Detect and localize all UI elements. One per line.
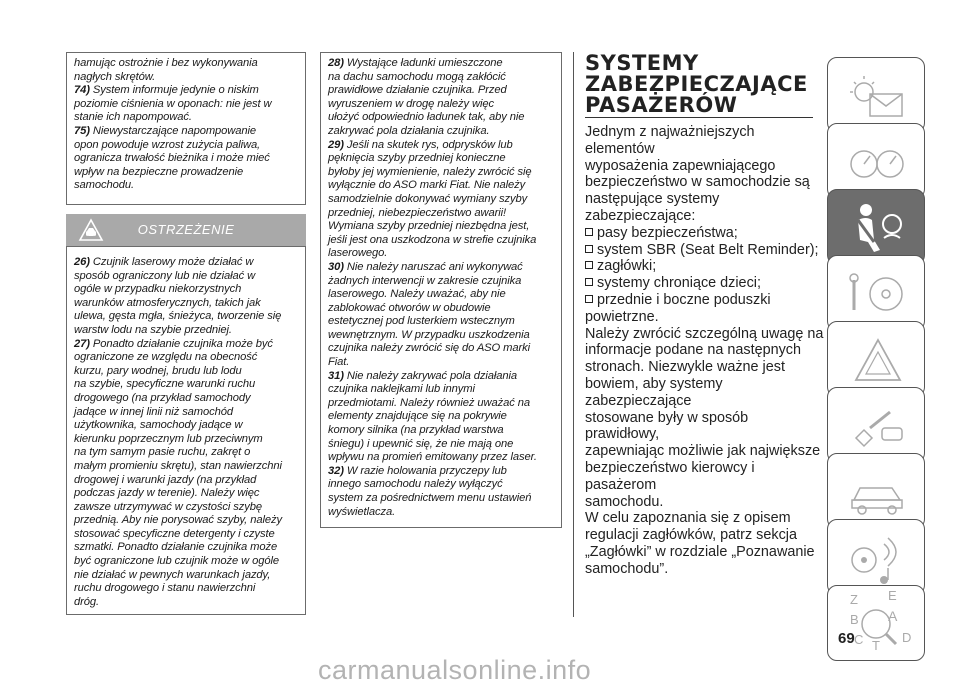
text-line: stronach. Niezwykle ważne jest bbox=[585, 359, 785, 376]
warning-line: warunków atmosferycznych, takich jak bbox=[74, 296, 261, 309]
text-line: bezpieczeństwo w samochodzie są bbox=[585, 174, 810, 191]
warning-text bbox=[74, 256, 302, 609]
page-number: 69 bbox=[838, 630, 855, 647]
warning-line: drogowego (na przykład samochody bbox=[74, 391, 251, 404]
warning-line: ruchu drogowego i stanu nawierzchni bbox=[74, 582, 256, 595]
index-letter: C bbox=[854, 632, 864, 647]
note-line: wyświetlacza. bbox=[328, 505, 396, 518]
square-bullet-icon bbox=[585, 261, 593, 269]
warning-line: stosować specyficzne detergenty i czyste bbox=[74, 527, 275, 540]
bullet-item: przednie i boczne poduszki bbox=[585, 292, 825, 309]
note-line: wyruszeniem w drogę należy więc bbox=[328, 97, 495, 110]
note-line: estetycznej pod lusterkiem wstecznym bbox=[328, 315, 515, 328]
text-line: powietrzne. bbox=[585, 308, 659, 325]
warning-line: przednią. Aby nie porysować szyby, należy bbox=[74, 514, 282, 527]
warning-line: drogowej i warunki jazdy (na przykład bbox=[74, 473, 257, 486]
warning-title: OSTRZEŻENIE bbox=[137, 222, 235, 237]
tab-sun-envelope[interactable] bbox=[827, 57, 925, 133]
index-letter: A bbox=[888, 608, 898, 624]
title-underline bbox=[585, 117, 813, 118]
warning-line: jadące w innej linii niż samochód bbox=[74, 405, 234, 418]
warning-line: zawsze utrzymywać w czystości szybę bbox=[74, 500, 262, 513]
warning-line: być ograniczone lub czujnik może w ogóle bbox=[74, 555, 279, 568]
note-line: laserowego. Należy uważać, aby nie bbox=[328, 288, 506, 301]
note-75: 75) Niewystarczające napompowanie bbox=[74, 124, 257, 137]
note-line: innego samochodu należy wyłączyć bbox=[328, 478, 503, 491]
warning-line: szmatki. Ponadto działanie czujnika może bbox=[74, 541, 278, 554]
middle-text bbox=[328, 57, 558, 519]
square-bullet-icon bbox=[585, 278, 593, 286]
note-line: samodzielnie dokonywać wymiany szyby bbox=[328, 192, 528, 205]
note-30: 30) Nie należy naruszać ani wykonywać bbox=[328, 260, 523, 273]
note-line: opon powoduje wzrost zużycia paliwa, bbox=[74, 138, 261, 151]
note-line: wyłącznie do ASO marki Fiat. Nie należy bbox=[328, 179, 526, 192]
note-line: elementy znajdujące się na pokrywie bbox=[328, 410, 507, 423]
note-line: wpływu na promień emitowany przez laser. bbox=[328, 451, 537, 464]
index-letter: T bbox=[872, 638, 880, 653]
text-line: bezpieczeństwo kierowcy i pasażerom bbox=[585, 459, 755, 493]
tab-dashboard[interactable] bbox=[827, 123, 925, 199]
tab-safety[interactable] bbox=[827, 189, 925, 265]
tab-multimedia[interactable] bbox=[827, 519, 925, 595]
warning-line: warstw lodu na szybie przedniej. bbox=[74, 323, 232, 336]
note-28: 28) Wystające ładunki umieszczone bbox=[328, 57, 503, 69]
warning-line: użytkownika, samochody jadące w bbox=[74, 419, 243, 432]
watermark: carmanualsonline.info bbox=[318, 655, 592, 685]
note-line: zakrywać pola działania czujnika. bbox=[328, 124, 490, 137]
text-line: „Zagłówki” w rozdziale „Poznawanie bbox=[585, 543, 815, 560]
left-top-text bbox=[74, 57, 302, 193]
note-line: Wymiana szyby przedniej niezbędna jest, bbox=[328, 220, 530, 233]
warning-line: podczas jazdy w terenie). Należy więc bbox=[74, 487, 260, 500]
warning-line: kierunku poprzecznym lub przeciwnym bbox=[74, 432, 263, 445]
note-32: 32) W razie holowania przyczepy lub bbox=[328, 464, 507, 477]
warning-line: kurzu, pary wodnej, brudu lub lodu bbox=[74, 364, 242, 377]
note-line: poziomie ciśnienia w oponach: nie jest w bbox=[74, 97, 272, 110]
note-line: samochodu. bbox=[74, 179, 134, 192]
note-74: 74) System informuje jedynie o niskim bbox=[74, 84, 259, 97]
note-line: ułożyć odpowiednio ładunek tak, aby nie bbox=[328, 111, 525, 124]
tab-starting-driving[interactable] bbox=[827, 255, 925, 331]
body-text bbox=[585, 124, 825, 578]
note-line: laserowego. bbox=[328, 247, 388, 260]
index-letter: Z bbox=[850, 592, 858, 607]
page-title: SYSTEMY ZABEZPIECZAJĄCE PASAŻERÓW bbox=[585, 51, 808, 117]
index-letter: E bbox=[888, 588, 897, 603]
warning-line: ograniczone ze względu na obecność bbox=[74, 351, 258, 364]
note-line: pęknięcia szyby przedniej konieczne bbox=[328, 152, 506, 165]
column-divider bbox=[573, 52, 574, 617]
warning-27: 27) Ponadto działanie czujnika może być bbox=[74, 337, 273, 350]
warning-line: ogóle w przypadku niekorzystnych bbox=[74, 283, 242, 296]
note-line: wpływ na bezpieczne prowadzenie bbox=[74, 165, 244, 178]
warning-line: ulewa, gęsta mgła, śnieżyca, tworzenie się bbox=[74, 310, 282, 323]
text-line: stosowane były w sposób prawidłowy, bbox=[585, 409, 749, 443]
text-line: następujące systemy zabezpieczające: bbox=[585, 191, 720, 224]
note-line: czujnika należy zwrócić się do ASO marki bbox=[328, 342, 531, 355]
note-line: system za pośrednictwem menu ustawień bbox=[328, 492, 532, 504]
text-line: zapewniając możliwie jak największe bbox=[585, 443, 821, 460]
index-letter: D bbox=[902, 630, 912, 645]
note-line: stanie ich napompować. bbox=[74, 111, 192, 124]
note-line: Fiat. bbox=[328, 356, 350, 369]
note-line: wewnętrznym. W przypadku uszkodzenia bbox=[328, 328, 530, 341]
text-line: Należy zwrócić szczególną uwagę na bbox=[585, 325, 824, 342]
note-line: ogranicza trwałość bieżnika i może mieć bbox=[74, 152, 270, 165]
intro-line: nagłych skrętów. bbox=[74, 70, 156, 83]
warning-line: na tym samym pasie ruchu, zakręt o bbox=[74, 446, 251, 459]
note-line: na dachu samochodu mogą zakłócić bbox=[328, 70, 506, 83]
note-line: zablokować otworów w obudowie bbox=[328, 301, 491, 314]
bullet-item: pasy bezpieczeństwa; bbox=[585, 225, 825, 242]
square-bullet-icon bbox=[585, 228, 593, 236]
bullet-item: zagłówki; bbox=[585, 258, 825, 275]
text-line: bowiem, aby systemy zabezpieczające bbox=[585, 375, 723, 409]
note-line: byłoby jej wymienienie, należy zwrócić się bbox=[328, 165, 532, 178]
warning-line: nie działać w pewnych warunkach jazdy, bbox=[74, 568, 271, 581]
bullet-item: system SBR (Seat Belt Reminder); bbox=[585, 242, 825, 259]
text-line: regulacji zagłówków, patrz sekcja bbox=[585, 527, 797, 544]
note-line: czujnika naklejkami lub innymi bbox=[328, 383, 475, 396]
note-line: przedniej, niebezpieczeństwo awarii! bbox=[328, 206, 506, 219]
note-line: jeśli jest ona uszkodzona w strefie czujnika bbox=[328, 233, 537, 246]
tab-technical-data[interactable] bbox=[827, 453, 925, 529]
text-line: informacje podane na następnych bbox=[585, 342, 802, 359]
square-bullet-icon bbox=[585, 295, 593, 303]
text-line: samochodu”. bbox=[585, 560, 669, 577]
warning-line: sposób ograniczony lub nie działać w bbox=[74, 269, 256, 282]
note-29: 29) Jeśli na skutek rys, odprysków lub bbox=[328, 138, 513, 151]
note-line: przedmiotami. Należy również uważać na bbox=[328, 396, 531, 409]
tab-maintenance[interactable] bbox=[827, 387, 925, 463]
note-31: 31) Nie należy zakrywać pola działania bbox=[328, 369, 517, 382]
warning-line: na szybie, specyficzne warunki ruchu bbox=[74, 378, 256, 391]
note-line: prawidłowe działanie czujnika. Przed bbox=[328, 84, 507, 97]
warning-26: 26) Czujnik laserowy może działać w bbox=[74, 256, 254, 268]
tab-index[interactable] bbox=[827, 585, 925, 661]
note-line: śniegu) i upewnić się, że nie mają one bbox=[328, 437, 514, 450]
tab-emergency[interactable] bbox=[827, 321, 925, 397]
warning-line: małym promieniu skrętu), stan nawierzchni bbox=[74, 459, 282, 472]
bullet-item: systemy chroniące dzieci; bbox=[585, 275, 825, 292]
warning-line: dróg. bbox=[74, 595, 99, 608]
square-bullet-icon bbox=[585, 245, 593, 253]
index-letter: B bbox=[850, 612, 859, 627]
note-line: komory silnika (na przykład warstwa bbox=[328, 424, 504, 437]
text-line: samochodu. bbox=[585, 493, 664, 510]
intro-line: hamując ostrożnie i bez wykonywania bbox=[74, 57, 258, 69]
text-line: Jednym z najważniejszych elementów bbox=[585, 124, 755, 157]
warning-header bbox=[66, 214, 306, 246]
text-line: wyposażenia zapewniającego bbox=[585, 157, 776, 174]
note-line: żadnych interwencji w zakresie czujnika bbox=[328, 274, 522, 287]
text-line: W celu zapoznania się z opisem bbox=[585, 510, 791, 527]
